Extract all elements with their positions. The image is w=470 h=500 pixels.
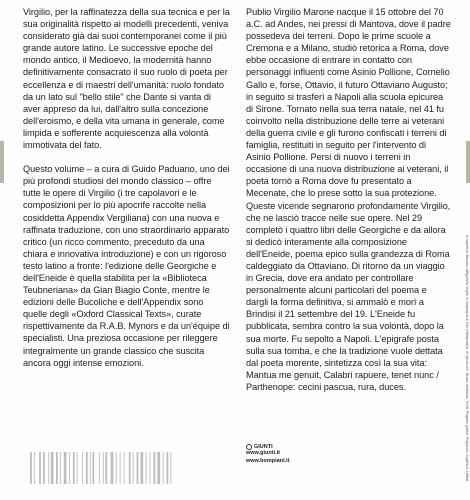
barcode-bar: [120, 452, 121, 484]
right-column: [246, 6, 451, 393]
barcode-bar: [163, 452, 164, 484]
barcode-bar: [150, 452, 151, 484]
barcode-bar: [86, 452, 88, 484]
cover-credit: [453, 235, 469, 485]
barcode-icon: [24, 448, 224, 488]
barcode-bar: [103, 452, 104, 484]
barcode-bar: [133, 452, 134, 484]
barcode-bar: [30, 452, 32, 484]
barcode-bar: [129, 452, 131, 484]
publisher-logo-text: GIUNTI: [254, 444, 273, 450]
barcode-bar: [73, 452, 75, 484]
left-edge-bar: [0, 141, 4, 183]
barcode-bar: [170, 452, 171, 484]
barcode-bar: [60, 452, 61, 484]
website-link-bompiani[interactable]: www.bompiani.it: [246, 457, 290, 464]
barcode-bar: [77, 452, 78, 484]
barcode-bar: [99, 452, 100, 484]
cover-credit-text: In copertina: Mosaico raffigurante Virgilio in compagnia di Clio e Melpomene, III secolo d.C. Museo del Bardo, Tunisi. Progetto grafico: Polystudio. Copertina: Leftloft.: [465, 235, 469, 483]
barcode-bar: [116, 452, 117, 484]
book-summary-paragraph: Virgilio, per la raffinatezza della sua tecnica e per la sua originalità rispetto ai modelli precedenti, veniva considerato già dai suoi contemporanei come il più grande autore latino. Le successive epoche del mondo antico, il Medioevo, la modernità hanno definitivamente consacrato il suo ruolo di poeta per eccellenza e di maestri dell'umanità: ruolo fondato da un lato sul "bello stile" che Dante si vanta di aver appreso da lui, dall'altro sulla concezione dell'eroismo, e della vita umana in generale, come limpida e sofferente acquiescenza alla volontà immotivata del fato.: [23, 7, 230, 151]
barcode-bar: [105, 452, 107, 484]
barcode-bar: [92, 452, 94, 484]
barcode-bar: [39, 452, 41, 484]
barcode-bar: [43, 452, 45, 484]
right-edge-bar: [466, 141, 470, 183]
barcode-bar: [154, 452, 156, 484]
barcode-bar: [157, 452, 160, 484]
left-column: [23, 6, 230, 369]
barcode-bar: [146, 452, 147, 484]
barcode-bar: [137, 452, 139, 484]
barcode-bar: [34, 452, 35, 484]
barcode-bar: [51, 452, 54, 484]
barcode-bar: [90, 452, 91, 484]
barcode-bar: [82, 452, 83, 484]
author-biography-paragraph: Publio Virgilio Marone nacque il 15 ottobre del 70 a.C. ad Andes, nei pressi di Mantova, dove il padre possedeva dei terreni. Dopo le prime scuole a Cremona e a Milano, studiò retorica a Roma, dove ebbe occasione di entrare in contatto con personaggi influenti come Asinio Pollione, Cornelio Gallo e, forse, Ottavio, il futuro Ottaviano Augusto; in seguito si trasferì a Napoli alla scuola epicurea di Sirone. Tornato nella sua terra natale, nel 41 fu coinvolto nella distribuzione delle terre ai veterani della guerra civile e gli furono confiscati i terreni di famiglia, restituiti in seguito per l'intervento di Asinio Pollione. Persi di nuovo i terreni in occasione di una nuova distribuzione ai veterani, il poeta tornò a Roma dove fu presentato a Mecenate, che lo prese sotto la sua protezione. Queste vicende segnarono profondamente Virgilio, che ne lasciò tracce nelle sue opere. Nel 29 completò i quattro libri delle Georgiche e da allora si dedicò interamente alla composizione dell'Eneide, poema epico sulla grandezza di Roma caldeggiato da Ottaviano. Di ritorno da un viaggio in Grecia, dove era andato per controllare personalmente alcuni particolari del poema e dargli la forma definitiva, si ammalò e morì a Brindisi il 21 settembre del 19. L'Eneide fu pubblicata, sembra contro la sua volontà, dopo la sua morte. Fu sepolto a Napoli. L'epigrafe posta sulla sua tomba, e che la tradizione vuole dettata dal poeta morente, sintetizza così la sua vita: Mantua me genuit, Calabri rapuere, tenet nunc / Parthenope: cecini pascua, rura, duces.: [246, 7, 451, 392]
edition-description-paragraph: Questo volume – a cura di Guido Paduano, uno dei più profondi studiosi del mondo classico – offre tutte le opere di Virgilio (i tre capolavori e le composizioni per lo più apocrife raccolte nella cosiddetta Appendix Vergiliana) con una nuova e raffinata traduzione, con uno straordinario apparato critico (un ricco commento, preceduto da una chiara e innovativa introduzione) e con un rigoroso testo latino a fronte: l'edizione delle Georgiche e dell'Eneide è quella stabilita per la «Biblioteca Teubneriana» da Gian Biagio Conte, mentre le edizioni delle Bucoliche e dell'Appendix sono quelle degli «Oxford Classical Texts», curate rispettivamente da R.A.B. Mynors e da un'équipe di specialisti. Una preziosa occasione per rileggere integralmente un grande classico che suscita ancora oggi intense emozioni.: [23, 164, 230, 368]
website-link-giunti[interactable]: www.giunti.it: [246, 450, 281, 456]
barcode-bar: [69, 452, 70, 484]
barcode-bar: [167, 452, 169, 484]
barcode-bar: [48, 452, 49, 484]
barcode-bar: [56, 452, 58, 484]
barcode-bar: [141, 452, 144, 484]
barcode-bar: [64, 452, 67, 484]
barcode-bar: [124, 452, 125, 484]
barcode-bar: [111, 452, 114, 484]
publisher-block: [246, 444, 290, 465]
